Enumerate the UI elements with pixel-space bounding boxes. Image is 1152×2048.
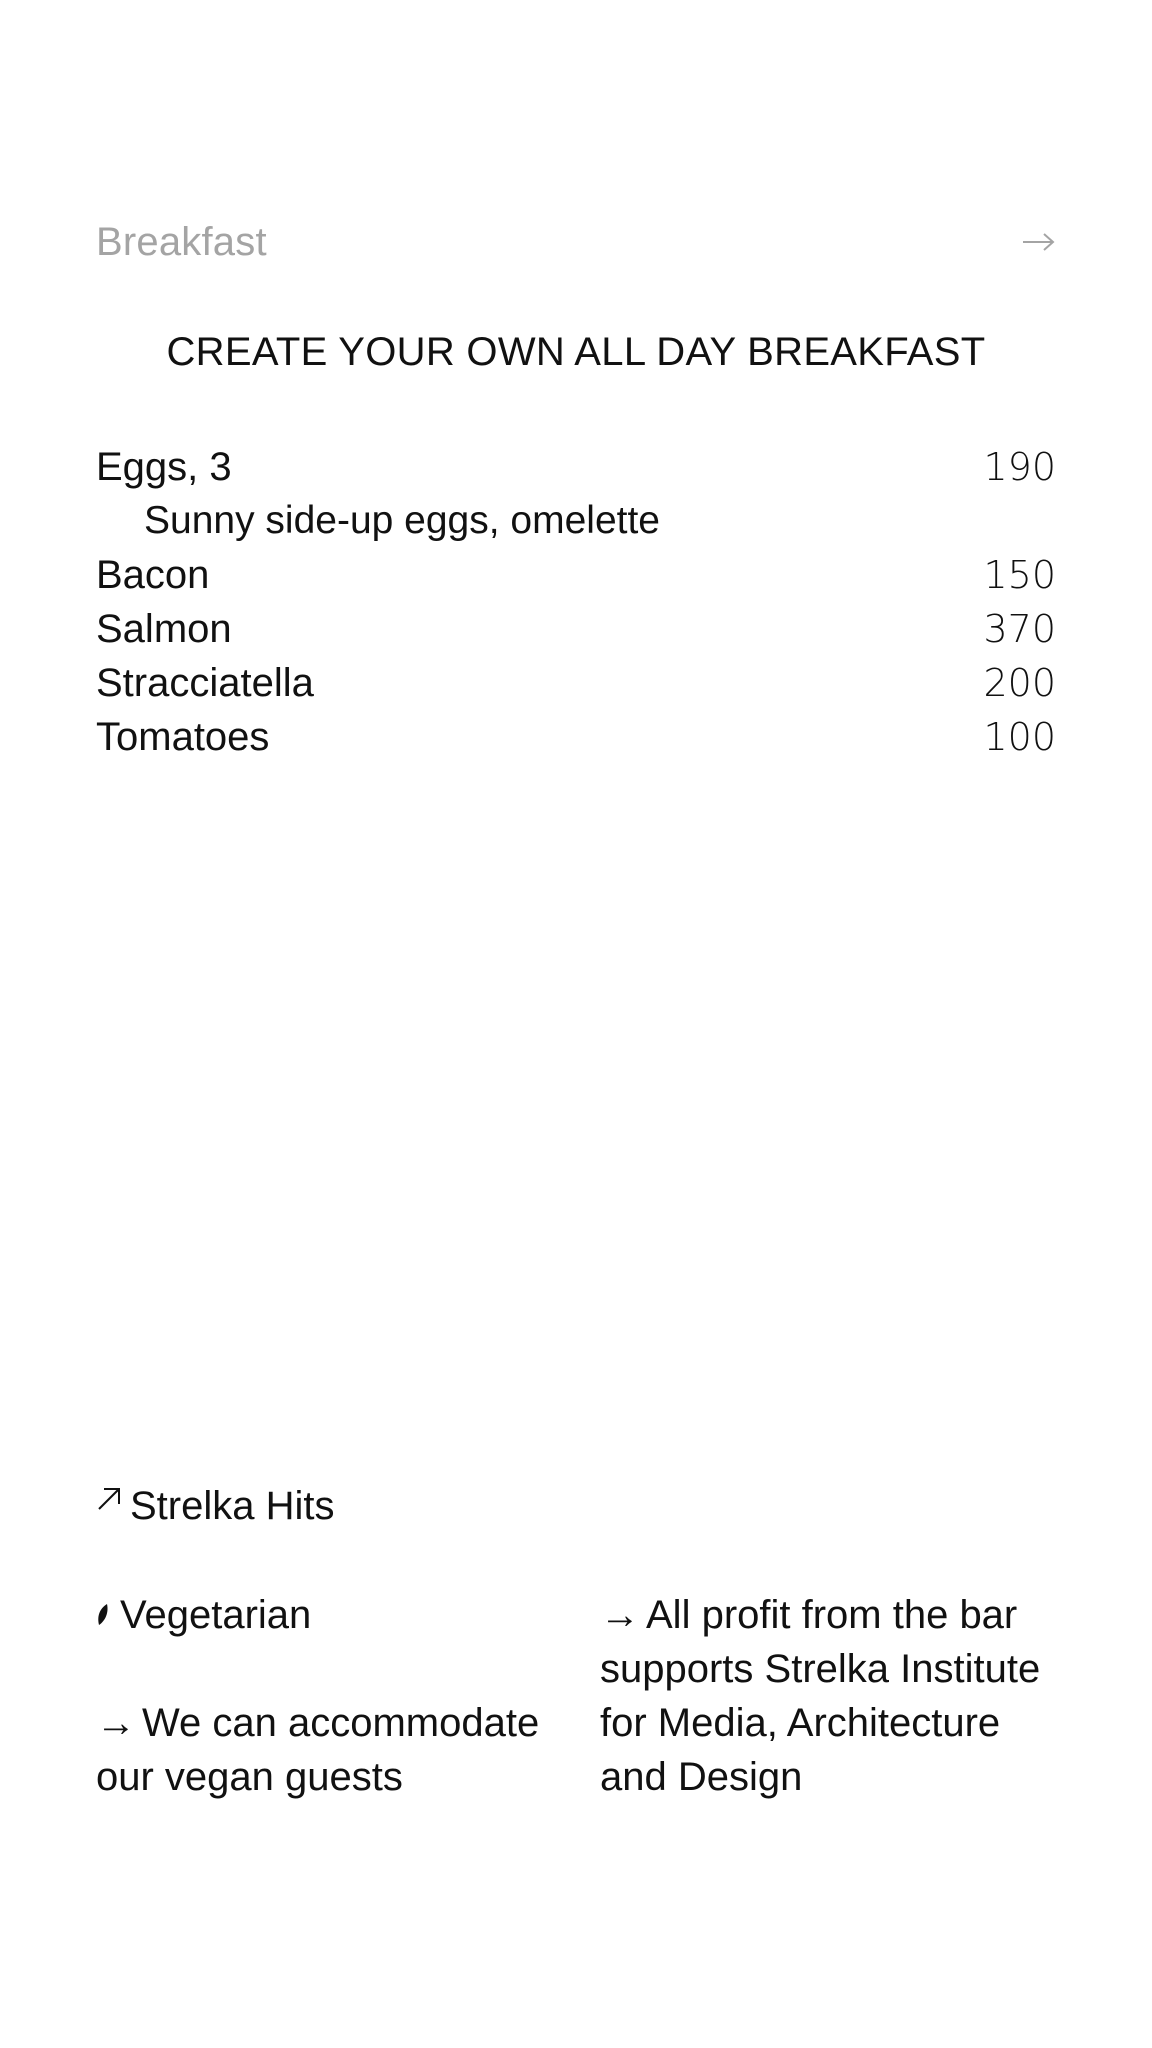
- leaf-icon: [96, 1603, 110, 1627]
- menu-item-price: 200: [983, 661, 1056, 705]
- arrow-up-right-icon: [96, 1486, 122, 1512]
- arrow-right-icon[interactable]: [1020, 224, 1056, 260]
- vegan-note: [96, 1696, 556, 1804]
- legend-columns: [96, 1588, 1056, 1804]
- menu-row: [96, 548, 1056, 602]
- category-header: [96, 212, 1056, 272]
- menu-row: [96, 602, 1056, 656]
- menu-item-price: 370: [983, 607, 1056, 651]
- menu-item-name: Salmon: [96, 607, 232, 651]
- menu-item: [96, 440, 1056, 548]
- menu-item-name: Stracciatella: [96, 661, 314, 705]
- profit-note-text: All profit from the bar supports Strelka Institute for Media, Architecture and Design: [600, 1593, 1041, 1799]
- menu-item-price: 190: [983, 445, 1056, 489]
- category-title: Breakfast: [96, 219, 267, 264]
- profit-note: [600, 1588, 1056, 1804]
- menu-row: [96, 656, 1056, 710]
- menu-item-name: Eggs, 3: [96, 445, 232, 489]
- menu-item-name: Tomatoes: [96, 715, 270, 759]
- section-heading: CREATE YOUR OWN ALL DAY BREAKFAST: [166, 330, 986, 374]
- strelka-hits-label: Strelka Hits: [130, 1483, 335, 1528]
- arrow-right-icon: →: [600, 1593, 640, 1637]
- menu-item-price: 100: [983, 715, 1056, 759]
- menu-list: [96, 440, 1056, 764]
- vegetarian-label: Vegetarian: [120, 1592, 312, 1637]
- menu-row: [96, 440, 1056, 494]
- menu-item: [96, 656, 1056, 710]
- vegan-note-text: We can accommodate our vegan guests: [96, 1701, 540, 1799]
- arrow-right-icon: →: [96, 1701, 136, 1745]
- legend-vegetarian: [96, 1588, 600, 1642]
- menu-item-price: 150: [983, 553, 1056, 597]
- menu-item-name: Bacon: [96, 553, 210, 597]
- menu-item: [96, 602, 1056, 656]
- legend-strelka-hits: [96, 1478, 335, 1534]
- menu-item: [96, 548, 1056, 602]
- menu-item-description: Sunny side-up eggs, omelette: [144, 499, 660, 542]
- legend-left-column: [96, 1588, 600, 1804]
- menu-row: [96, 710, 1056, 764]
- menu-item: [96, 710, 1056, 764]
